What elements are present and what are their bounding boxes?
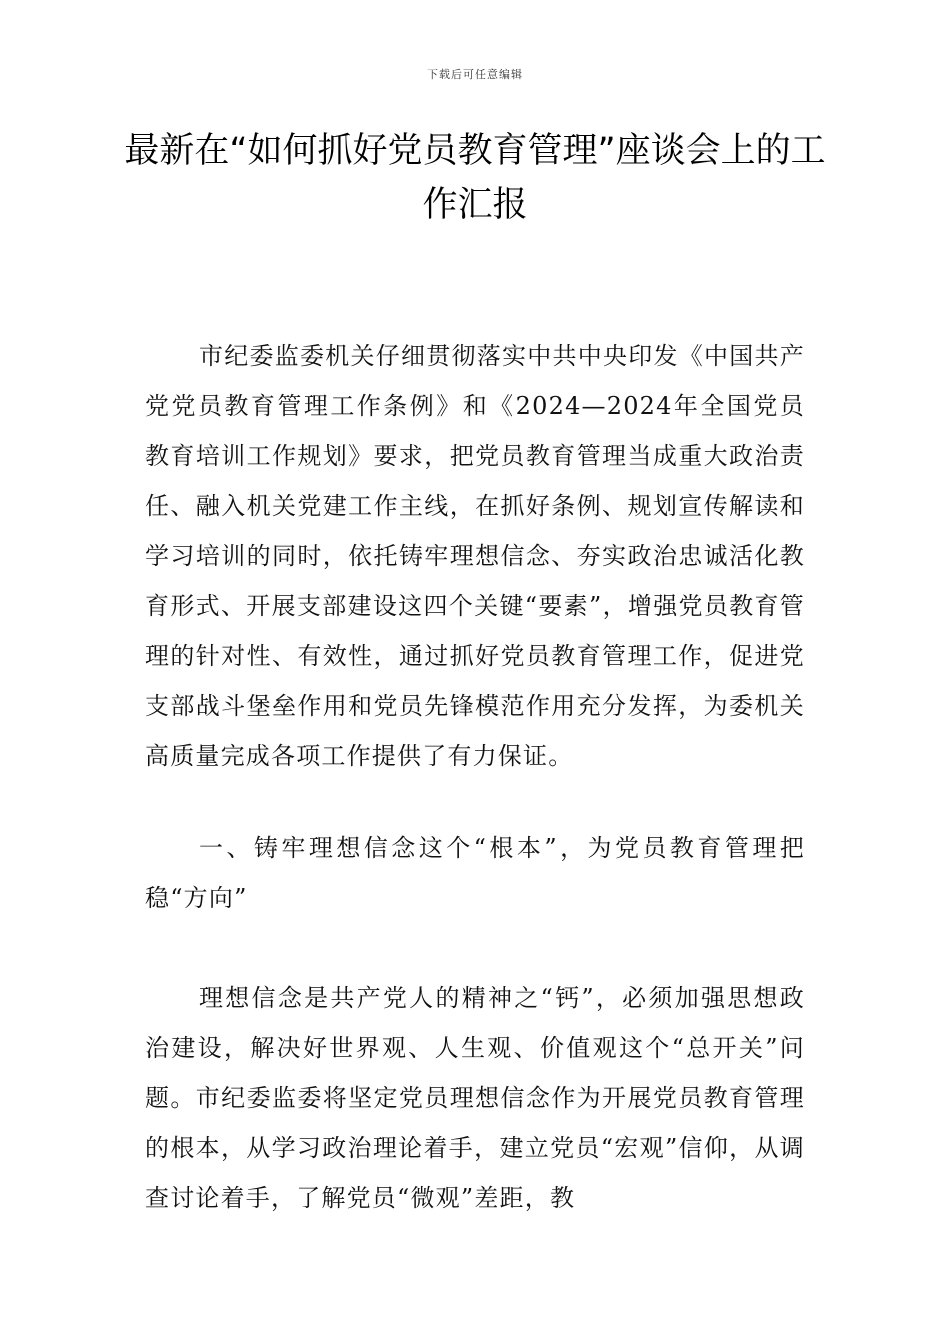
paragraph-section-1: 理想信念是共产党人的精神之“钙”，必须加强思想政治建设，解决好世界观、人生观、价值观这个“总开关”问题。市纪委监委将坚定党员理想信念作为开展党员教育管理的根本，从学习政治理论着手，建立党员“宏观”信仰，从调查讨论着手，了解党员“微观”差距，教 xyxy=(145,984,805,1212)
document-title: 最新在“如何抓好党员教育管理”座谈会上的工作汇报 xyxy=(124,131,826,225)
header-note: 下载后可任意编辑 xyxy=(427,68,523,81)
section-heading-1: 一、铸牢理想信念这个“根本”，为党员教育管理把稳“方向” xyxy=(145,834,805,912)
paragraph-intro: 市纪委监委机关仔细贯彻落实中共中央印发《中国共产党党员教育管理工作条例》和《2024—2024年全国党员教育培训工作规划》要求，把党员教育管理当成重大政治责任、融入机关党建工作主线，在抓好条例、规划宣传解读和学习培训的同时，依托铸牢理想信念、夯实政治忠诚活化教育形式、开展支部建设这四个关键“要素”，增强党员教育管理的针对性、有效性，通过抓好党员教育管理工作，促进党支部战斗堡垒作用和党员先锋模范作用充分发挥，为委机关高质量完成各项工作提供了有力保证。 xyxy=(145,342,805,770)
